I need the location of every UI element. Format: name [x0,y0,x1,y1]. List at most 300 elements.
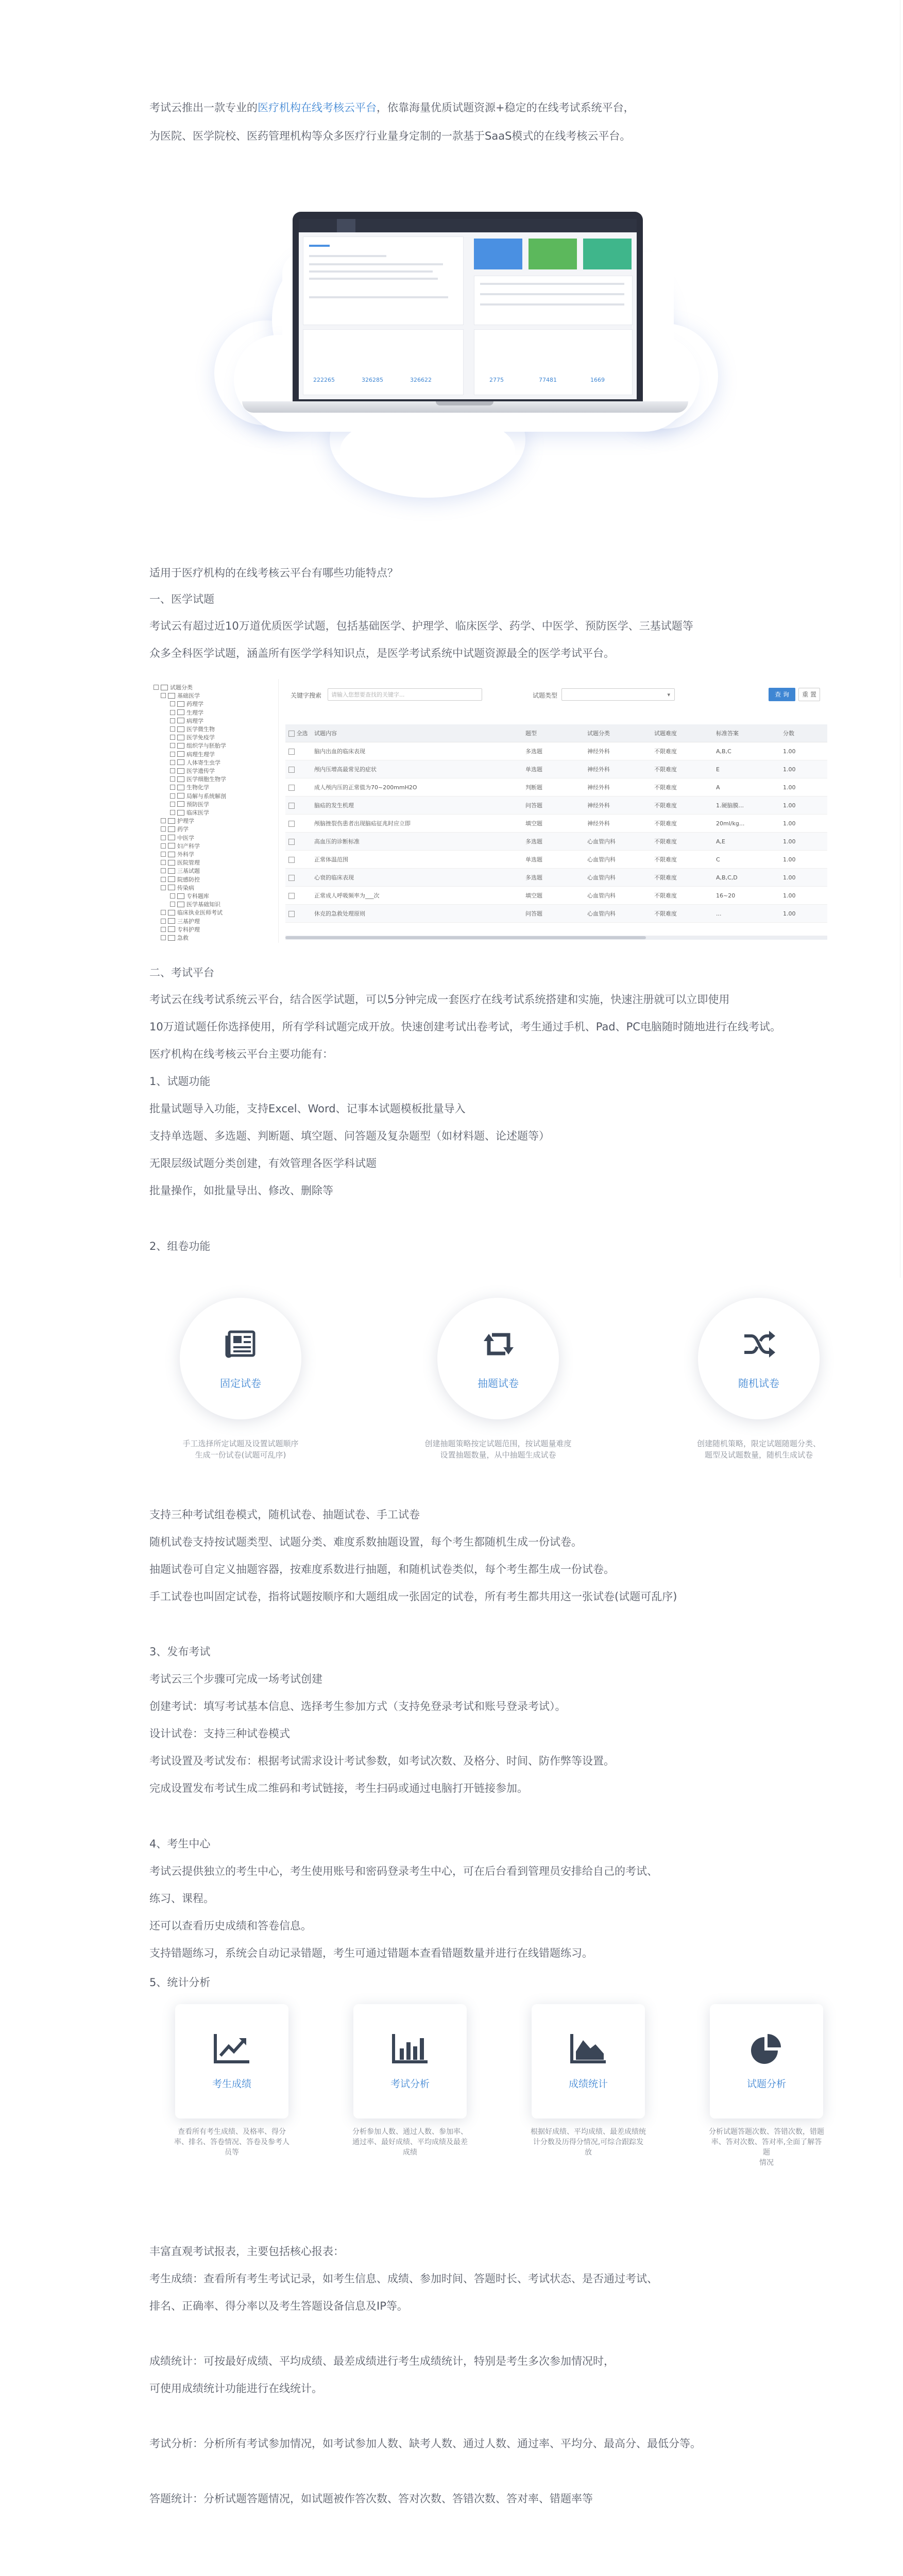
folder-icon [168,876,175,882]
f4-title: 4、考生中心 [149,1838,211,1850]
header-answer: 标准答案 [713,724,780,742]
tree-node[interactable] [161,842,200,850]
tree-node-label: 组织学与胚胎学 [186,742,226,750]
f5-p4: 考试分析：分析所有考试参加情况，如考试参加人数、缺考人数、通过人数、通过率、平均分、最高分、最低分等。 [149,2437,701,2450]
mock-stat-value: 222265 [313,377,335,383]
table-cell: 心血管内科 [584,869,651,887]
folder-icon [168,885,175,890]
table-cell: 神经外科 [584,796,651,815]
folder-icon [177,902,184,907]
row-select-cell[interactable] [285,869,311,887]
row-select-cell[interactable] [285,778,311,796]
tree-node-label: 病理生理学 [186,751,215,758]
table-cell: 休克的急救处理原则 [311,905,522,923]
card-desc: 根据好成绩、平均成绩、最差成绩统 计分数及历得分情况,可综合跟踪发放 [531,2128,646,2157]
random-paper-circle[interactable] [698,1298,820,1419]
table-cell: 不限难度 [651,742,713,760]
table-cell: 心衰的临床表现 [311,869,522,887]
shuffle-icon [743,1330,775,1359]
table-cell: 1.00 [780,887,827,905]
chevron-down-icon: ▾ [667,691,670,698]
platform-link[interactable]: 医疗机构在线考核云平台 [258,101,377,114]
tree-node[interactable] [154,683,193,691]
type-select[interactable] [561,688,675,701]
table-cell: 单选题 [522,851,584,869]
intro-line-1 [149,100,635,115]
folder-icon [177,793,184,799]
circle-desc: 手工选择所定试题及设置试题顺序 生成一份试卷(试题可乱序) [182,1439,299,1460]
s1-line-1: 考试云有超过近10万道优质医学试题，包括基础医学、护理学、临床医学、药学、中医学、预防医学、三基试题等 [149,620,693,632]
table-cell: 心血管内科 [584,851,651,869]
row-select-cell[interactable] [285,796,311,815]
tree-node-label: 妇产科学 [177,842,200,850]
mock-stats-card-left [303,329,464,395]
laptop-notch [436,401,493,405]
mock-nav-tab [337,219,355,232]
tree-node-label: 传染病 [177,884,194,891]
expand-toggle-icon[interactable] [154,685,159,690]
tree-node-label: 医学遗传学 [186,768,215,774]
row-checkbox[interactable] [288,767,295,773]
folder-icon [168,835,175,840]
table-header-row [285,724,827,742]
card-label: 考试分析 [390,2078,430,2090]
row-select-cell[interactable] [285,742,311,760]
f5-p1: 丰富直观考试报表，主要包括核心报表： [149,2245,344,2258]
search-label: 关键字搜索 [291,692,322,699]
table-cell: 神经外科 [584,760,651,778]
tree-node-label: 三基护理 [177,918,200,925]
folder-icon [168,935,175,941]
table-cell: 心血管内科 [584,887,651,905]
folder-icon [177,726,184,732]
select-all-checkbox[interactable] [288,731,295,737]
card-label: 考生成绩 [212,2078,251,2090]
area-chart-icon [570,2033,607,2064]
f2-line-4: 手工试卷也叫固定试卷，指将试题按顺序和大题组成一张固定的试卷，所有考生都共用这一张试卷(试题可乱序) [149,1590,677,1603]
tree-node[interactable] [161,908,223,917]
tree-node[interactable] [161,850,194,858]
tree-node[interactable] [161,691,200,700]
f3-line-3: 设计试卷：支持三种试卷模式 [149,1727,290,1740]
table-cell: 1.硬脑膜... [713,796,780,815]
draw-paper-circle[interactable] [437,1298,559,1419]
table-row[interactable] [285,760,827,778]
table-cell: 多选题 [522,833,584,851]
s2-title: 二、考试平台 [149,967,214,979]
table-cell: 不限难度 [651,869,713,887]
tree-node-label: 临床执业医师考试 [177,909,223,917]
select-all-header[interactable]: 全选 [285,724,311,742]
search-input[interactable]: 请输入您想要查找的关键字... [328,688,482,701]
header-difficulty: 试题难度 [651,724,713,742]
expand-toggle-icon[interactable] [170,810,175,815]
tree-node-label: 医学细胞生物学 [186,776,226,783]
tree-node[interactable] [170,775,226,783]
tree-node-label: 基础医学 [177,692,200,700]
folder-icon [177,810,184,816]
tree-node-label: 人体寄生虫学 [186,759,220,766]
table-cell: 问答题 [522,796,584,815]
f1-title: 1、试题功能 [149,1075,211,1088]
retweet-icon [483,1330,515,1359]
row-checkbox[interactable] [288,875,295,881]
tree-node-label: 三基试题 [177,868,200,875]
tree-node-label: 医学基础知识 [186,901,220,908]
laptop-screen [299,219,637,399]
table-cell: 心血管内科 [584,833,651,851]
tree-node-label: 临床医学 [186,809,209,816]
folder-icon [177,759,184,765]
table-cell: 1.00 [780,815,827,833]
question-table [285,724,827,923]
tree-node[interactable] [161,867,200,875]
expand-toggle-icon[interactable] [161,877,166,882]
tree-node-label: 试题分类 [170,684,193,691]
f4-line-1: 考试云提供独立的考生中心，考生使用账号和密码登录考生中心，可在后台看到管理员安排给自己的考试、 [149,1865,658,1877]
expand-toggle-icon[interactable] [170,701,175,706]
f4-line-3: 还可以查看历史成绩和答卷信息。 [149,1920,312,1932]
expand-toggle-icon[interactable] [161,826,166,832]
fixed-paper-circle[interactable] [180,1298,301,1419]
table-cell: 高血压的诊断标准 [311,833,522,851]
row-checkbox[interactable] [288,785,295,791]
folder-icon [168,860,175,866]
table-cell: 多选题 [522,869,584,887]
tree-node[interactable] [170,700,203,708]
category-tree [149,679,279,943]
card-exam-analysis[interactable] [353,2004,467,2119]
table-cell: 多选题 [522,742,584,760]
newspaper-icon [225,1330,256,1359]
tree-node[interactable] [170,733,215,741]
folder-icon [177,751,184,757]
row-select-cell[interactable] [285,887,311,905]
table-cell: 不限难度 [651,851,713,869]
s2-line-1: 考试云在线考试系统云平台，结合医学试题，可以5分钟完成一套医疗在线考试系统搭建和实施，快速注册就可以立即使用 [149,993,730,1006]
folder-icon [177,709,184,715]
folder-icon [168,843,175,849]
s1-title: 一、医学试题 [149,593,214,605]
f5-p3a: 成绩统计：可按最好成绩、平均成绩、最差成绩进行考生成绩统计，特别是考生多次参加情况时， [149,2355,615,2367]
table-cell: 16~20 [713,887,780,905]
folder-icon [177,718,184,723]
row-checkbox[interactable] [288,911,295,917]
s1-line-2: 众多全科医学试题，涵盖所有医学学科知识点，是医学考试系统中试题资源最全的医学考试平台。 [149,647,615,659]
f2-line-2: 随机试卷支持按试题类型、试题分类、难度系数抽题设置，每个考生都随机生成一份试卷。 [149,1536,582,1548]
expand-toggle-icon[interactable] [161,852,166,857]
folder-icon [177,776,184,782]
table-cell: C [713,851,780,869]
table-cell: 1.00 [780,833,827,851]
expand-toggle-icon[interactable] [170,793,175,799]
expand-toggle-icon[interactable] [161,843,166,849]
f2-line-3: 抽题试卷可自定义抽题容器，按难度系数进行抽题，和随机试卷类似，每个考生都生成一份试卷。 [149,1563,615,1575]
table-row[interactable] [285,833,827,851]
header-content: 试题内容 [311,724,522,742]
table-row[interactable] [285,815,827,833]
tree-node[interactable] [170,708,203,717]
folder-icon [168,826,175,832]
expand-toggle-icon[interactable] [161,868,166,873]
folder-icon [168,868,175,874]
expand-toggle-icon[interactable] [161,935,166,940]
table-row[interactable] [285,851,827,869]
f3-line-5: 完成设置发布考试生成二维码和考试链接，考生扫码或通过电脑打开链接参加。 [149,1782,528,1794]
search-button[interactable]: 查 询 [769,688,795,701]
tree-node-label: 药理学 [186,701,203,708]
mock-tile-teal [583,239,632,269]
folder-icon [168,693,175,699]
tree-node-label: 中医学 [177,834,194,841]
tree-node-label: 生物化学 [186,784,209,791]
search-bar [285,688,827,711]
mock-tile-green [529,239,577,269]
f1-line-1: 批量试题导入功能，支持Excel、Word、记事本试题模板批量导入 [149,1103,466,1115]
circle-desc: 创建随机策略，限定试题随题分类、 题型及试题数量，随机生成试卷 [696,1439,821,1460]
mock-stat-value: 77481 [539,377,557,383]
folder-icon [177,735,184,740]
folder-icon [177,768,184,774]
intro-text: 考试云推出一款专业的 [149,101,258,114]
table-cell: 不限难度 [651,796,713,815]
table-cell: 20ml/kg... [713,815,780,833]
table-row[interactable] [285,905,827,923]
expand-toggle-icon[interactable] [170,760,175,765]
header-score: 分数 [780,724,827,742]
row-checkbox[interactable] [288,803,295,809]
tree-node[interactable] [170,741,226,750]
mock-stat-value: 1669 [590,377,605,383]
table-cell: 不限难度 [651,815,713,833]
table-cell: 不限难度 [651,760,713,778]
type-label: 试题类型 [533,692,558,699]
tree-node[interactable] [170,783,209,791]
card-student-scores[interactable] [175,2004,288,2119]
tree-node[interactable] [170,717,203,725]
f1-line-3: 无限层级试题分类创建，有效管理各医学科试题 [149,1157,377,1170]
tree-node-label: 医院管理 [177,859,200,867]
tree-node[interactable] [170,767,215,775]
tree-node-label: 预防医学 [186,801,209,808]
tree-node[interactable] [170,725,215,733]
mock-stat-value: 2775 [489,377,504,383]
expand-toggle-icon[interactable] [161,927,166,932]
table-cell: 1.00 [780,905,827,923]
tree-node-label: 急救 [177,935,189,941]
card-desc: 分析试题答题次数、答错次数，错题 率、答对次数、答对率,全面了解答题 情况 [709,2128,824,2167]
table-cell: 颅内压增高最常见的症状 [311,760,522,778]
expand-toggle-icon[interactable] [161,885,166,890]
table-cell: 问答题 [522,905,584,923]
f5-title: 5、统计分析 [149,1976,211,1989]
tree-node[interactable] [161,917,200,925]
expand-toggle-icon[interactable] [170,893,175,899]
table-cell: 1.00 [780,869,827,887]
tree-node-label: 护理学 [177,818,194,825]
expand-toggle-icon[interactable] [170,726,175,732]
row-select-cell[interactable] [285,833,311,851]
table-row[interactable] [285,869,827,887]
tree-node[interactable] [161,834,194,842]
table-cell: 神经外科 [584,778,651,796]
expand-toggle-icon[interactable] [170,776,175,782]
tree-node[interactable] [170,750,215,758]
mock-tile-blue [474,239,522,269]
laptop-mockup [293,212,643,401]
expand-toggle-icon[interactable] [170,785,175,790]
table-cell: 判断题 [522,778,584,796]
card-question-analysis[interactable] [710,2004,823,2119]
folder-icon [168,818,175,824]
expand-toggle-icon[interactable] [161,860,166,865]
tree-node[interactable] [161,817,194,825]
s2-line-2: 10万道试题任你选择使用，所有学科试题完成开放。快速创建考试出卷考试，考生通过手机、Pad、PC电脑随时随地进行在线考试。 [149,1021,781,1033]
circle-label: 随机试卷 [738,1377,779,1389]
row-select-cell[interactable] [285,815,311,833]
tree-node-label: 外科学 [177,851,194,858]
folder-icon [161,685,168,690]
folder-icon [177,893,184,899]
table-row[interactable] [285,778,827,796]
tree-node-label: 生理学 [186,709,203,716]
table-cell: A,B,C,D [713,869,780,887]
card-score-stats[interactable] [532,2004,645,2119]
horizontal-scrollbar[interactable] [285,936,827,940]
table-cell: 1.00 [780,796,827,815]
f1-line-2: 支持单选题、多选题、判断题、填空题、问答题及复杂题型（如材料题、论述题等） [149,1130,550,1142]
table-row[interactable] [285,887,827,905]
folder-icon [177,701,184,707]
table-cell: 1.00 [780,778,827,796]
expand-toggle-icon[interactable] [161,910,166,915]
tree-node[interactable] [161,825,189,833]
f3-line-1: 考试云三个步骤可完成一场考试创建 [149,1673,322,1685]
tree-node[interactable] [170,758,220,767]
folder-icon [168,926,175,932]
tree-node[interactable] [170,808,209,817]
table-row[interactable] [285,742,827,760]
f5-p2b: 排名、正确率、得分率以及考生答题设备信息及IP等。 [149,2300,408,2312]
table-cell: 成人颅内压的正常值为70~200mmH2O [311,778,522,796]
circle-label: 固定试卷 [220,1377,261,1389]
row-checkbox[interactable] [288,749,295,755]
table-cell: 填空题 [522,887,584,905]
expand-toggle-icon[interactable] [170,743,175,748]
row-select-cell[interactable] [285,851,311,869]
card-label: 试题分析 [746,2078,786,2090]
tree-node[interactable] [161,875,200,884]
tree-node[interactable] [161,934,189,942]
expand-toggle-icon[interactable] [170,718,175,723]
mock-stat-value: 326285 [362,377,383,383]
table-row[interactable] [285,796,827,815]
table-cell: 单选题 [522,760,584,778]
card-desc: 分析参加人数、通过人数、参加率、 通过率、最好成绩、平均成绩及最差 成绩 [352,2128,468,2157]
card-desc: 查看所有考生成绩、及格率、得分 率、排名、答卷情况、答卷及参考人 员等 [174,2128,289,2157]
card-label: 成绩统计 [568,2078,608,2090]
expand-toggle-icon[interactable] [161,919,166,924]
table-cell: 心血管内科 [584,905,651,923]
expand-toggle-icon[interactable] [161,818,166,823]
tree-node-label: 医学微生物 [186,726,215,733]
intro-text: ，依靠海量优质试题资源+稳定的在线考试系统平台， [377,101,635,114]
table-cell: 1.00 [780,742,827,760]
bar-chart-icon [391,2033,429,2064]
row-checkbox[interactable] [288,821,295,827]
f3-line-4: 考试设置及考试发布：根据考试需求设计考试参数，如考试次数、及格分、时间、防作弊等设置。 [149,1755,615,1767]
expand-toggle-icon[interactable] [170,710,175,715]
expand-toggle-icon[interactable] [161,835,166,840]
tree-node-label: 病理学 [186,717,203,724]
table-cell: 颅脑挫裂伤患者出现脑疝征兆时应立即 [311,815,522,833]
folder-icon [177,785,184,790]
intro-line-2: 为医院、医学院校、医药管理机构等众多医疗行业量身定制的一款基于SaaS模式的在线考核云平台。 [149,130,631,142]
table-cell: 填空题 [522,815,584,833]
mock-info-card [303,236,464,325]
row-select-cell[interactable] [285,760,311,778]
expand-toggle-icon[interactable] [170,902,175,907]
row-select-cell[interactable] [285,905,311,923]
expand-toggle-icon[interactable] [170,752,175,757]
row-checkbox[interactable] [288,857,295,863]
f5-p2a: 考生成绩：查看所有考生考试记录，如考生信息、成绩、参加时间、答题时长、考试状态、是否通过考试、 [149,2273,658,2285]
line-chart-icon [213,2033,250,2064]
row-checkbox[interactable] [288,839,295,845]
scrollbar-thumb[interactable] [285,936,646,939]
row-checkbox[interactable] [288,893,295,899]
tree-node[interactable] [170,792,226,800]
folder-icon [168,910,175,916]
table-cell: 1.00 [780,851,827,869]
header-category: 试题分类 [584,724,651,742]
table-cell: 正常体温范围 [311,851,522,869]
folder-icon [168,918,175,924]
tree-node[interactable] [161,925,200,934]
f3-title: 3、发布考试 [149,1646,211,1658]
folder-icon [168,852,175,857]
f2-line-1: 支持三种考试组卷模式，随机试卷、抽题试卷、手工试卷 [149,1509,420,1521]
tree-node-label: 医学免疫学 [186,734,215,741]
table-cell: 神经外科 [584,742,651,760]
tree-node-label: 院感防控 [177,876,200,883]
section-title: 适用于医疗机构的在线考核云平台有哪些功能特点？ [149,567,398,579]
header-type: 题型 [522,724,584,742]
tree-node[interactable] [170,900,220,908]
table-cell: 1.00 [780,760,827,778]
table-cell: ... [713,905,780,923]
tree-node[interactable] [170,800,209,808]
tree-node-label: 药学 [177,826,189,833]
expand-toggle-icon[interactable] [170,768,175,773]
table-cell: 不限难度 [651,905,713,923]
table-cell: A,B,C [713,742,780,760]
f4-line-4: 支持错题练习，系统会自动记录错题，考生可通过错题本查看错题数量并进行在线错题练习。 [149,1947,593,1959]
expand-toggle-icon[interactable] [170,802,175,807]
table-cell: 神经外科 [584,815,651,833]
reset-button[interactable]: 重 置 [798,688,820,701]
tree-node[interactable] [161,858,200,867]
table-cell: A [713,778,780,796]
table-cell: 正常成人呼吸频率为___次 [311,887,522,905]
expand-toggle-icon[interactable] [161,693,166,698]
tree-node[interactable] [161,884,194,892]
pie-chart-icon [748,2033,785,2064]
table-cell: 脑疝的发生机理 [311,796,522,815]
folder-icon [177,801,184,807]
tree-node[interactable] [170,892,209,900]
expand-toggle-icon[interactable] [170,735,175,740]
